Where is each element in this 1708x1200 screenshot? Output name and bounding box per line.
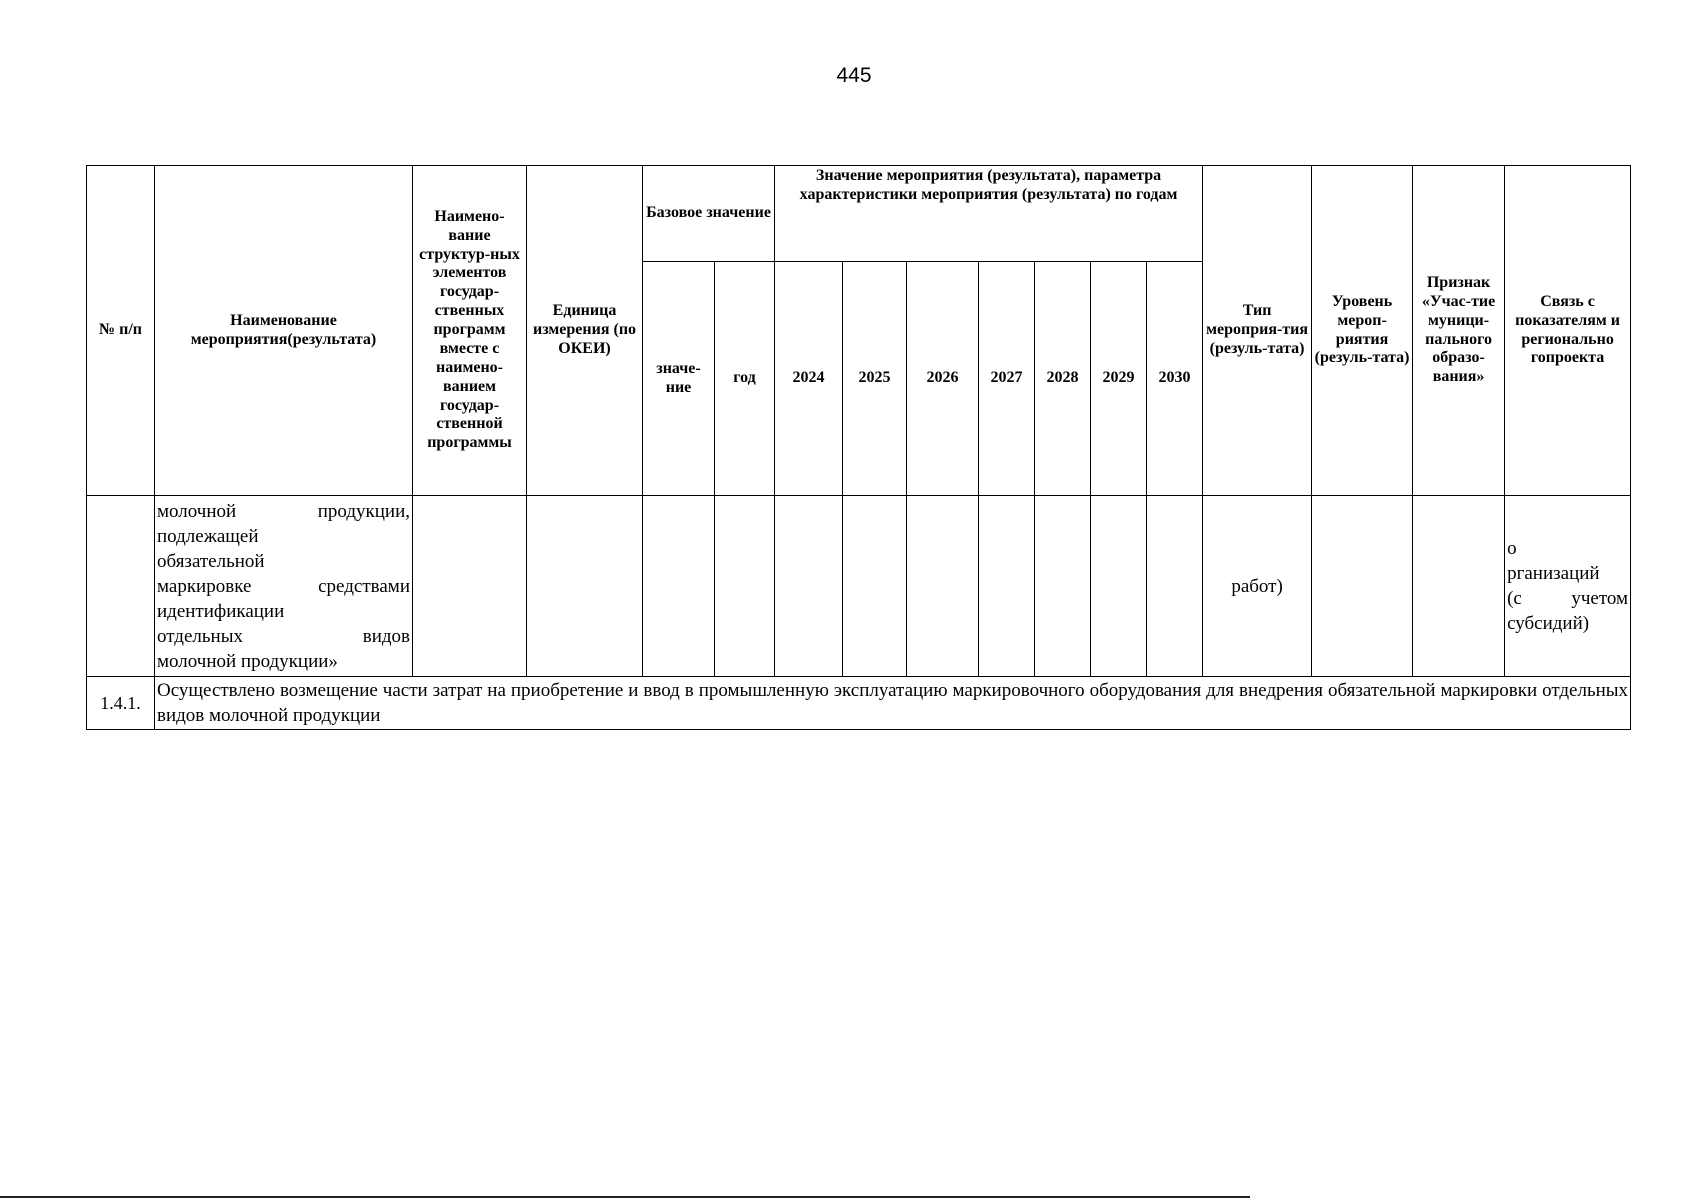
section-text: Осуществлено возмещение части затрат на приобретение и ввод в промышленную эксплуатацию маркировочного оборудования для внедрения обязательной маркировки отдельных видов молочной продукции — [155, 677, 1631, 730]
section-number: 1.4.1. — [87, 677, 155, 730]
link-line: субсидий) — [1507, 613, 1590, 634]
header-year-2025: 2025 — [843, 262, 907, 496]
header-year-2024: 2024 — [775, 262, 843, 496]
header-year-2028: 2028 — [1035, 262, 1091, 496]
header-type: Тип мероприя-тия (резуль-тата) — [1203, 166, 1312, 496]
header-base-value: Базовое значение — [643, 166, 775, 262]
name-line: подлежащей — [157, 525, 259, 547]
header-unit: Единица измерения (по ОКЕИ) — [527, 166, 643, 496]
header-municipal: Признак «Учас-тие муници-пального образо-вания» — [1413, 166, 1505, 496]
link-line: о — [1507, 538, 1517, 559]
page-number: 445 — [836, 64, 872, 87]
header-year-2030: 2030 — [1147, 262, 1203, 496]
row-2030-cell — [1147, 496, 1203, 677]
header-number: № п/п — [87, 166, 155, 496]
row-link-cell — [1505, 496, 1631, 677]
row-2025-cell — [843, 496, 907, 677]
bottom-scan-rule — [0, 1196, 1250, 1198]
row-name-cell — [155, 496, 413, 677]
row-municipal-cell — [1413, 496, 1505, 677]
row-structural-cell — [413, 496, 527, 677]
row-2026-cell — [907, 496, 979, 677]
row-base-year-cell — [715, 496, 775, 677]
link-line: (с учетом — [1507, 588, 1629, 609]
header-link: Связь с показателям и регионально гопроекта — [1505, 166, 1631, 496]
link-line: рганизаций — [1507, 563, 1600, 584]
header-structural-elements: Наимено-вание структур-ных элементов государ-ственных программ вместе с наимено-ванием государ-ственной программы — [413, 166, 527, 496]
row-level-cell — [1312, 496, 1413, 677]
name-line: молочной продукции, — [157, 500, 410, 522]
row-2024-cell — [775, 496, 843, 677]
header-year-2027: 2027 — [979, 262, 1035, 496]
row-2028-cell — [1035, 496, 1091, 677]
header-level: Уровень мероп-риятия (резуль-тата) — [1312, 166, 1413, 496]
indicator-table — [86, 165, 1631, 730]
name-line: идентификации — [157, 600, 285, 622]
name-line: обязательной — [157, 550, 265, 572]
row-number-cell — [87, 496, 155, 677]
header-name: Наименование мероприятия(результата) — [155, 166, 413, 496]
row-unit-cell — [527, 496, 643, 677]
header-base-year: год — [715, 262, 775, 496]
header-base-value-cell: значе-ние — [643, 262, 715, 496]
row-type-cell: работ) — [1203, 496, 1312, 677]
name-line: отдельных видов — [157, 625, 410, 647]
header-values-by-year: Значение мероприятия (результата), параметра характеристики мероприятия (результата) по годам — [775, 166, 1203, 262]
name-line: маркировке средствами — [157, 575, 410, 597]
header-year-2029: 2029 — [1091, 262, 1147, 496]
row-2027-cell — [979, 496, 1035, 677]
header-year-2026: 2026 — [907, 262, 979, 496]
row-base-value-cell — [643, 496, 715, 677]
name-line: молочной продукции» — [157, 650, 338, 672]
table-row — [87, 677, 1631, 730]
row-2029-cell — [1091, 496, 1147, 677]
table-row — [87, 496, 1631, 677]
